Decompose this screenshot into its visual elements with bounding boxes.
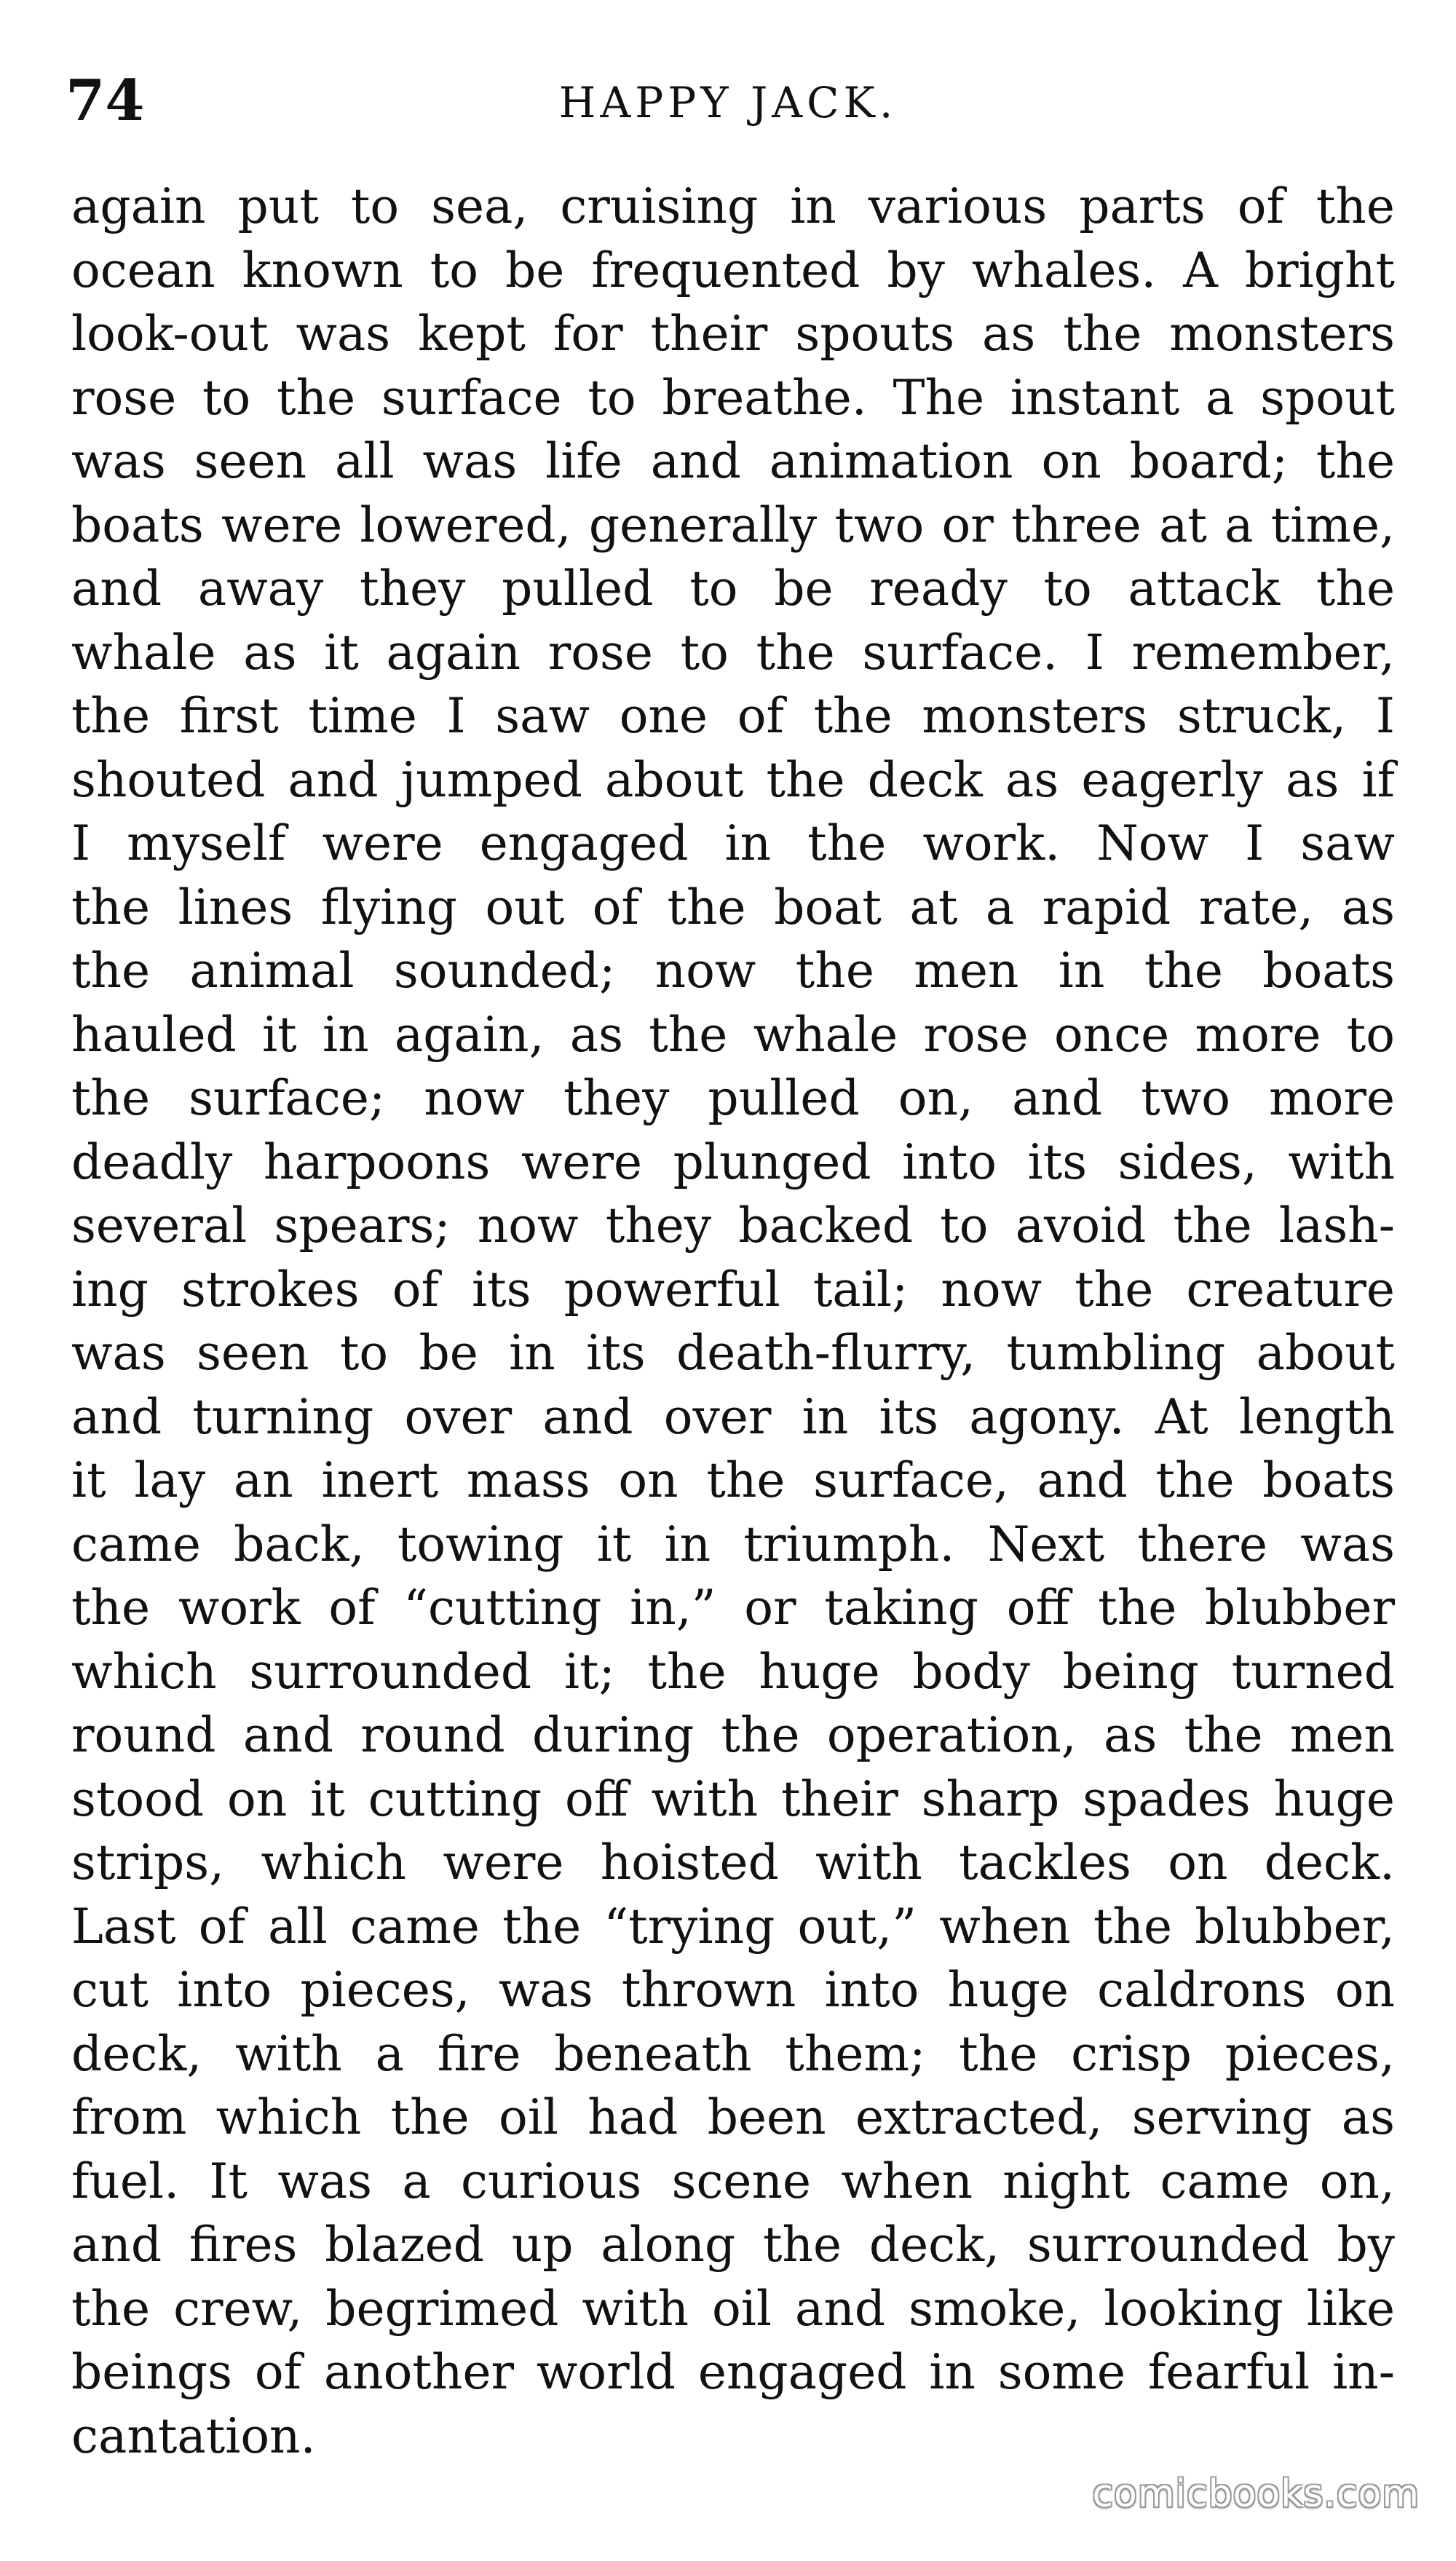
- text-line: I myself were engaged in the work. Now I saw: [71, 815, 1395, 871]
- text-line: rose to the surface to breathe. The instant a spout: [71, 369, 1395, 426]
- text-line: which surrounded it; the huge body being turned: [71, 1643, 1395, 1700]
- text-line: ocean known to be frequented by whales. A bright: [71, 242, 1395, 298]
- watermark: comicbooks.com: [1092, 2472, 1420, 2516]
- text-line: the lines flying out of the boat at a rapid rate, as: [71, 879, 1395, 935]
- text-line: from which the oil had been extracted, serving as: [71, 2089, 1395, 2145]
- text-line: hauled it in again, as the whale rose once more to: [71, 1006, 1395, 1063]
- text-line: boats were lowered, generally two or three at a time,: [71, 496, 1395, 553]
- text-line: and turning over and over in its agony. At length: [71, 1388, 1395, 1445]
- text-line: and away they pulled to be ready to attack the: [71, 561, 1395, 617]
- text-line: the first time I saw one of the monsters struck, I: [71, 688, 1395, 744]
- text-line: the animal sounded; now the men in the boats: [71, 943, 1395, 999]
- text-line: came back, towing it in triumph. Next there was: [71, 1516, 1395, 1572]
- text-line: cut into pieces, was thrown into huge caldrons on: [71, 1962, 1395, 2018]
- text-line: Last of all came the “trying out,” when the blubber,: [71, 1898, 1395, 1955]
- text-line: whale as it again rose to the surface. I remember,: [71, 624, 1395, 681]
- text-line: it lay an inert mass on the surface, and the boats: [71, 1452, 1395, 1508]
- text-line: again put to sea, cruising in various parts of the: [71, 178, 1395, 234]
- text-line: the surface; now they pulled on, and two more: [71, 1070, 1395, 1126]
- text-line: stood on it cutting off with their sharp spades huge: [71, 1770, 1395, 1827]
- text-line: shouted and jumped about the deck as eagerly as if: [71, 751, 1395, 808]
- text-line: deadly harpoons were plunged into its sides, with: [71, 1133, 1395, 1190]
- text-line: was seen all was life and animation on board; the: [71, 433, 1395, 489]
- body-text: [71, 175, 1395, 2468]
- text-line: strips, which were hoisted with tackles on deck.: [71, 1834, 1395, 1891]
- text-line: beings of another world engaged in some fearful in-: [71, 2344, 1395, 2400]
- text-line: the work of “cutting in,” or taking off the blubber: [71, 1580, 1395, 1636]
- text-line: ing strokes of its powerful tail; now the creature: [71, 1261, 1395, 1318]
- text-line: and fires blazed up along the deck, surrounded by: [71, 2217, 1395, 2273]
- text-line: was seen to be in its death-flurry, tumbling about: [71, 1325, 1395, 1381]
- text-line: several spears; now they backed to avoid the lash-: [71, 1198, 1395, 1254]
- text-line: round and round during the operation, as the men: [71, 1707, 1395, 1763]
- text-line: look-out was kept for their spouts as the monsters: [71, 306, 1395, 362]
- text-line-last: cantation.: [71, 2407, 316, 2464]
- text-line: the crew, begrimed with oil and smoke, looking like: [71, 2280, 1395, 2337]
- running-title: HAPPY JACK.: [558, 78, 898, 127]
- page-number: 74: [66, 68, 145, 134]
- text-line: fuel. It was a curious scene when night came on,: [71, 2153, 1395, 2209]
- text-line: deck, with a fire beneath them; the crisp pieces,: [71, 2025, 1395, 2082]
